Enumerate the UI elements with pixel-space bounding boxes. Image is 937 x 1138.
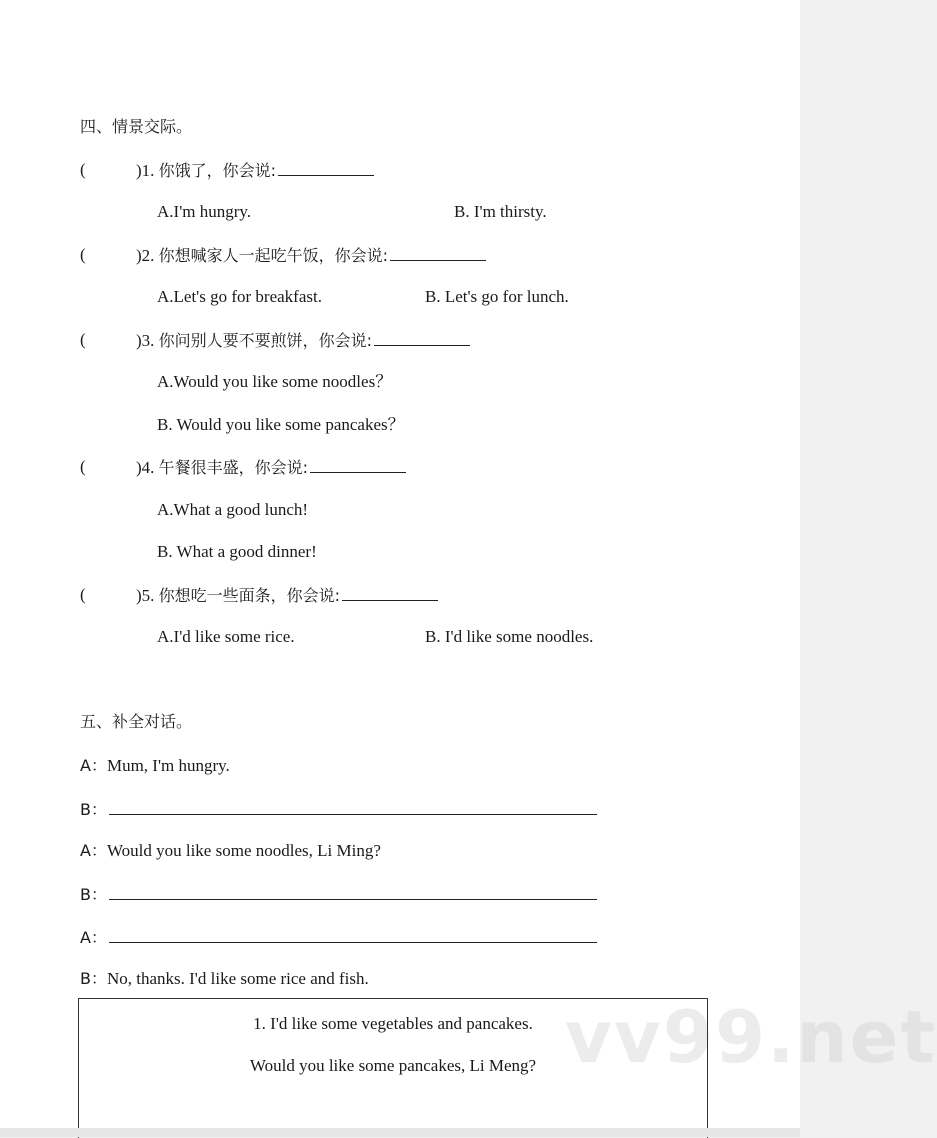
section-heading: 四、情景交际。 xyxy=(80,117,193,136)
speaker-label: B： xyxy=(80,969,107,988)
option-b: B. I'm thirsty. xyxy=(454,202,547,221)
dialogue-text: Mum, I'm hungry. xyxy=(106,756,230,775)
question-prompt: 你想喊家人一起吃午饭，你会说: xyxy=(158,246,389,265)
answer-blank xyxy=(310,456,406,473)
question-number: )4. xyxy=(136,458,155,477)
watermark: vv99.net xyxy=(565,995,937,1079)
question-5 xyxy=(136,584,438,607)
answer-paren: ( xyxy=(80,330,86,349)
option-a: A.Would you like some noodles？ xyxy=(157,372,393,391)
question-number: )1. xyxy=(136,161,155,180)
option-a: A.What a good lunch! xyxy=(157,500,309,519)
answer-paren: ( xyxy=(80,160,86,179)
question-2 xyxy=(136,244,486,267)
option-b: B. What a good dinner! xyxy=(157,542,317,561)
answer-blank xyxy=(390,244,486,261)
question-4 xyxy=(136,456,406,479)
question-number: )3. xyxy=(136,331,155,350)
word-box-line: 1. I'd like some vegetables and pancakes. xyxy=(253,1014,533,1033)
speaker-label: A： xyxy=(80,841,107,860)
question-1 xyxy=(136,159,374,182)
option-b: B. Would you like some pancakes？ xyxy=(157,415,405,434)
dialogue-line xyxy=(80,840,381,862)
option-a: A.I'd like some rice. xyxy=(157,627,295,646)
speaker-label: B： xyxy=(80,885,107,904)
answer-blank xyxy=(278,159,374,176)
answer-blank xyxy=(109,798,597,815)
answer-paren: ( xyxy=(80,245,86,264)
option-a: A.Let's go for breakfast. xyxy=(157,287,322,306)
word-box xyxy=(78,998,708,1138)
dialogue-line xyxy=(80,755,230,777)
speaker-label: B： xyxy=(80,800,107,819)
speaker-label: A： xyxy=(80,756,107,775)
dialogue-line xyxy=(80,798,597,821)
question-prompt: 你想吃一些面条，你会说: xyxy=(158,586,341,605)
question-number: )2. xyxy=(136,246,155,265)
question-number: )5. xyxy=(136,586,155,605)
answer-blank xyxy=(109,926,597,943)
dialogue-text: No, thanks. I'd like some rice and fish. xyxy=(106,969,369,988)
dialogue-line xyxy=(80,926,597,949)
answer-blank xyxy=(109,883,597,900)
answer-paren: ( xyxy=(80,585,86,604)
word-box-line: Would you like some pancakes, Li Meng? xyxy=(249,1056,537,1075)
question-3 xyxy=(136,329,470,352)
speaker-label: A： xyxy=(80,928,107,947)
answer-blank xyxy=(342,584,438,601)
question-prompt: 你饿了，你会说: xyxy=(158,161,277,180)
dialogue-line xyxy=(80,968,369,990)
question-prompt: 午餐很丰盛，你会说: xyxy=(158,458,309,477)
dialogue-text: Would you like some noodles, Li Ming? xyxy=(106,841,381,860)
section-heading: 五、补全对话。 xyxy=(80,712,193,731)
answer-paren: ( xyxy=(80,457,86,476)
option-b: B. Let's go for lunch. xyxy=(425,287,569,306)
question-prompt: 你问别人要不要煎饼，你会说: xyxy=(158,331,373,350)
dialogue-line xyxy=(80,883,597,906)
answer-blank xyxy=(374,329,470,346)
option-b: B. I'd like some noodles. xyxy=(425,627,594,646)
page-footer-strip xyxy=(0,1128,800,1137)
option-a: A.I'm hungry. xyxy=(157,202,252,221)
